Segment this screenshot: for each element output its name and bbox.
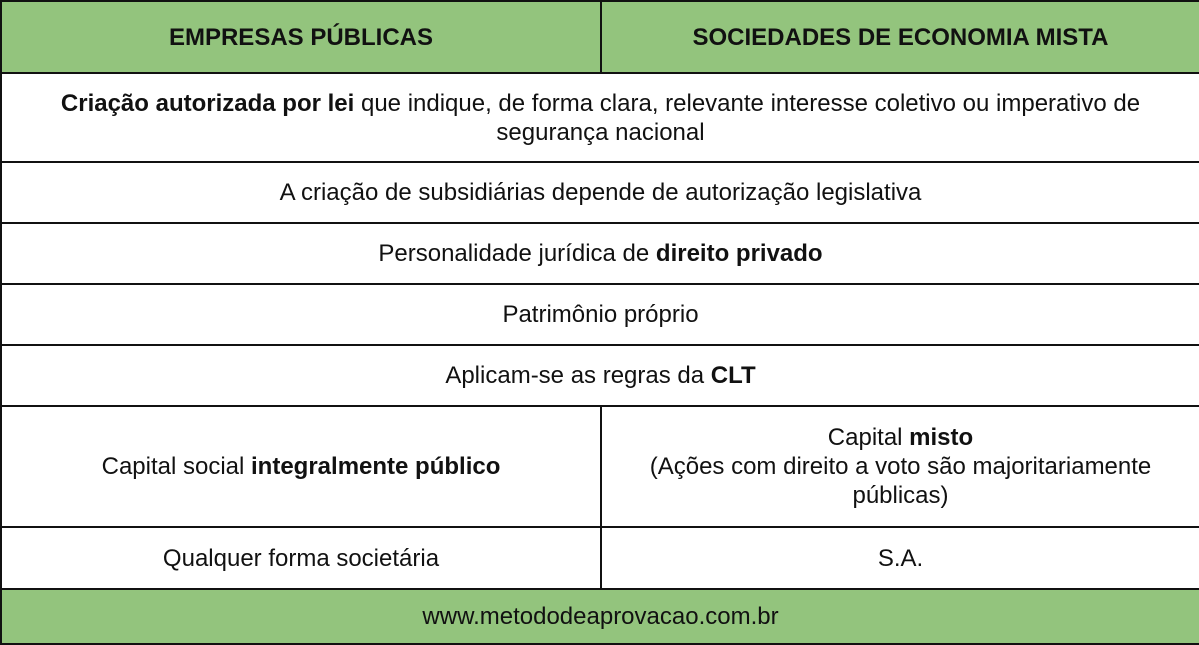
table-row [1, 162, 1199, 223]
header-empresas-publicas: EMPRESAS PÚBLICAS [1, 1, 601, 73]
header-sociedades-economia-mista: SOCIEDADES DE ECONOMIA MISTA [601, 1, 1199, 73]
footer-url: www.metododeaprovacao.com.br [1, 589, 1199, 644]
table-footer-row [1, 589, 1199, 644]
form-public-cell: Qualquer forma societária [1, 527, 601, 589]
creation-cell [1, 73, 1199, 162]
clt-cell [1, 345, 1199, 406]
table-row [1, 345, 1199, 406]
capital-mixed-cell [601, 406, 1199, 527]
capital-public-text: Capital social [101, 453, 252, 480]
clt-text: Aplicam-se as regras da [445, 362, 711, 389]
capital-mixed-note: (Ações com direito a voto são majoritariamente públicas) [649, 453, 1152, 509]
table-row [1, 73, 1199, 162]
personality-text: Personalidade jurídica de [378, 240, 656, 267]
creation-rest-text: que indique, de forma clara, relevante interesse coletivo ou imperativo de segurança nacional [354, 89, 1141, 146]
personality-cell [1, 223, 1199, 284]
subsidiaries-cell: A criação de subsidiárias depende de autorização legislativa [1, 162, 1199, 223]
capital-public-bold-text: integralmente público [251, 453, 501, 480]
clt-bold-text: CLT [710, 362, 756, 389]
capital-public-cell [1, 406, 601, 527]
form-mixed-cell: S.A. [601, 527, 1199, 589]
capital-mixed-bold-text: misto [909, 424, 974, 451]
capital-mixed-text: Capital [827, 424, 910, 451]
table-row [1, 284, 1199, 345]
table-header-row [1, 1, 1199, 73]
table-row [1, 527, 1199, 589]
personality-bold-text: direito privado [655, 240, 823, 267]
patrimony-cell: Patrimônio próprio [1, 284, 1199, 345]
creation-bold-text: Criação autorizada por lei [60, 89, 355, 117]
table-row [1, 406, 1199, 527]
table-row [1, 223, 1199, 284]
